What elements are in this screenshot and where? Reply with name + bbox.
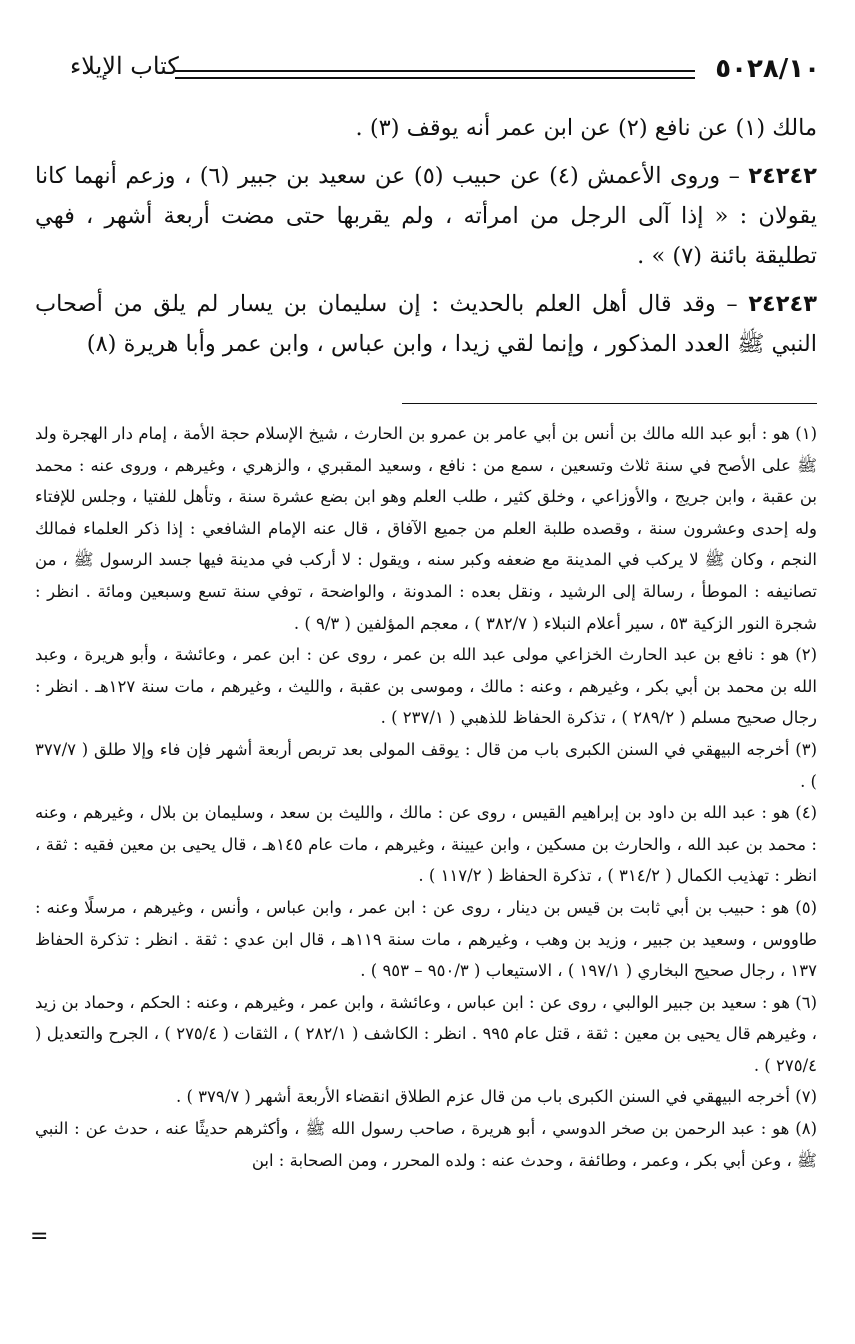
paragraph-number: ٢٤٢٤٢ [748, 163, 818, 189]
footnotes [35, 418, 817, 1176]
footnote-7: (٧) أخرجه البيهقي في السنن الكبرى باب من قال عزم الطلاق انقضاء الأربعة أشهر ( ٣٧٩/٧ ) . [176, 1087, 817, 1107]
footnote-6: (٦) هو : سعيد بن جبير الوالبي ، روى عن : ابن عباس ، وعائشة ، وابن عمر ، وغيرهم ، وعنه : الحكم ، وحماد بن زيد ، وغيرهم قال يحيى بن معين : ثقة ، قتل عام ٩٩٥ . انظر : الكاشف ( ٢٨٢/١ ) ، الثقات ( ٢٧٥/٤ ) ، الجرح والتعديل ( ٢٧٥/٤ ) . [35, 992, 817, 1075]
book-title: كتاب الإيلاء [70, 52, 179, 80]
continuation-mark: = [30, 1224, 49, 1249]
page-header [70, 50, 820, 90]
footnote-4: (٤) هو : عبد الله بن داود بن إبراهيم القيس ، روى عن : مالك ، والليث بن سعد ، وسليمان بن بلال ، وغيرهم ، وعنه : محمد بن عبد الله ، والحارث بن مسكين ، وابن عيينة ، وغيرهم ، مات عام ١٤٥هـ ، قال يحيى بن معين فقيه : ثقة ، انظر : تهذيب الكمال ( ٣١٤/٢ ) ، تذكرة الحفاظ ( ١١٧/٢ ) . [35, 803, 817, 886]
paragraph-2 [35, 156, 817, 276]
footnote-1: (١) هو : أبو عبد الله مالك بن أنس بن أبي عامر بن عمرو بن الحارث ، شيخ الإسلام حجة الأمة ، إمام دار الهجرة ولد ﷺ على الأصح في سنة ثلاث وتسعين ، سمع من : نافع ، وسعيد المقبري ، والزهري ، وغيرهم ، وروى عنه : محمد بن عقبة ، وابن جريج ، والأوزاعي ، وخلق كثير ، طلب العلم وهو ابن بضع عشرة سنة ، وتأهل للفتيا ، وجلس للإفتاء وله إحدى وعشرون سنة ، وقصده طلبة العلم من جميع الآفاق ، قال عنه الإمام الشافعي : إذا ذكر العلماء فمالك النجم ، وكان ﷺ لا يركب في المدينة مع ضعفه وكبر سنه ، ويقول : لا أركب في مدينة فيها جسد الرسول ﷺ ، من تصانيفه : الموطأ ، رسالة إلى الرشيد ، ونقل بعده : المدونة ، والواضحة ، توفي سنة تسع وسبعين ومائة . انظر : شجرة النور الزكية ٥٣ ، سير أعلام النبلاء ( ٣٨٢/٧ ) ، معجم المؤلفين ( ٩/٣ ) . [35, 424, 817, 633]
paragraph-1: مالك (١) عن نافع (٢) عن ابن عمر أنه يوقف (٣) . [355, 115, 817, 141]
paragraph-text: – وقد قال أهل العلم بالحديث : إن سليمان بن يسار لم يلق من أصحاب النبي ﷺ العدد المذكور ، وإنما لقي زيدا ، وابن عباس ، وابن عمر وأبا هريرة (٨) [35, 291, 817, 357]
header-double-rule [175, 70, 695, 79]
footnote-5: (٥) هو : حبيب بن أبي ثابت بن قيس بن دينار ، روى عن : ابن عمر ، وابن عباس ، وأنس ، وغيرهم ، مرسلًا وعنه : طاووس ، وسعيد بن جبير ، وزيد بن وهب ، وغيرهم ، مات سنة ١١٩هـ ، قال ابن عدي : ثقة . انظر : تذكرة الحفاظ ١٣٧ ، رجال صحيح البخاري ( ١٩٧/١ ) ، الاستيعاب ( ٩٥٠/٣ – ٩٥٣ ) . [35, 897, 817, 981]
paragraph-text: – وروى الأعمش (٤) عن حبيب (٥) عن سعيد بن جبير (٦) ، وزعم أنهما كانا يقولان : « إذا آلى الرجل من امرأته ، ولم يقربها حتى مضت أربعة أشهر ، فهي تطليقة بائنة (٧) » . [35, 163, 817, 269]
paragraph-3 [35, 284, 817, 364]
main-text [35, 108, 817, 372]
paragraph-number: ٢٤٢٤٣ [748, 291, 817, 317]
page-number: ٥٠٢٨/١٠ [715, 54, 820, 84]
footnote-3: (٣) أخرجه البيهقي في السنن الكبرى باب من قال : يوقف المولى بعد تربص أربعة أشهر فإن فاء وإلا طلق ( ٣٧٧/٧ ) . [35, 739, 817, 791]
footnote-2: (٢) هو : نافع بن عبد الحارث الخزاعي مولى عبد الله بن عمر ، روى عن : ابن عمر ، وعائشة ، وأبو هريرة ، وعبد الله بن محمد بن أبي بكر ، وغيرهم ، وعنه : مالك ، وموسى بن عقبة ، والليث ، وغيرهم ، مات سنة ١٢٧هـ . انظر : رجال صحيح مسلم ( ٢٨٩/٢ ) ، تذكرة الحفاظ للذهبي ( ٢٣٧/١ ) . [35, 645, 818, 728]
footnote-separator [402, 403, 817, 404]
footnote-8: (٨) هو : عبد الرحمن بن صخر الدوسي ، أبو هريرة ، صاحب رسول الله ﷺ ، وأكثرهم حديثًا عنه ، حدث عن : النبي ﷺ ، وعن أبي بكر ، وعمر ، وطائفة ، وحدث عنه : ولده المحرر ، ومن الصحابة : ابن [35, 1119, 817, 1170]
